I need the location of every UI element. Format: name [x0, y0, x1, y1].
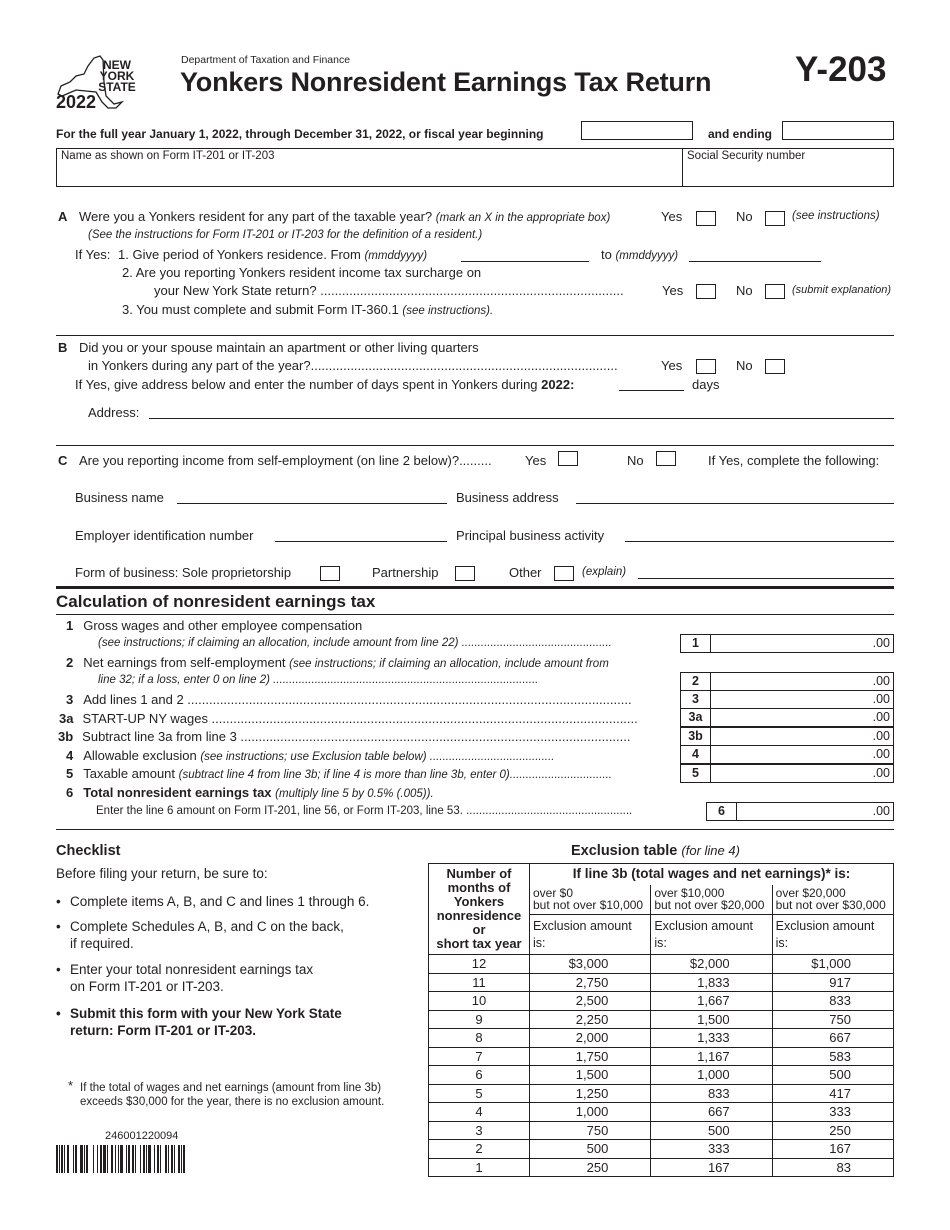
section-a-no-checkbox[interactable] — [765, 211, 785, 226]
table-row: 1 250 167 83 — [429, 1158, 894, 1177]
to-label: to — [601, 247, 612, 262]
line-1-label: Gross wages and other employee compensation — [83, 618, 363, 633]
if-yes-label: If Yes: — [75, 247, 111, 262]
section-c-letter: C — [58, 453, 68, 468]
section-c-no: No — [627, 453, 644, 468]
business-name-input[interactable] — [177, 503, 447, 504]
form-id: Y-203 — [795, 50, 887, 89]
table-row: 7 1,750 1,167 583 — [429, 1047, 894, 1066]
line-3a-label: START-UP NY wages ...................................................................................................................... — [82, 711, 638, 726]
days-instruction: If Yes, give address below and enter the number of days spent in Yonkers during — [75, 377, 538, 392]
section-a-letter: A — [58, 209, 68, 224]
table-row: 6 1,500 1,000 500 — [429, 1066, 894, 1085]
section-c-yes: Yes — [525, 453, 547, 468]
table-row: 2 500 333 167 — [429, 1140, 894, 1159]
line-2-amount[interactable]: 2 .00 — [680, 672, 894, 691]
checklist-intro: Before filing your return, be sure to: — [56, 866, 268, 881]
section-a-no: No — [736, 209, 753, 224]
section-b-line1: Did you or your spouse maintain an apartment or other living quarters — [79, 340, 479, 355]
fiscal-year-ending-input[interactable] — [782, 121, 894, 140]
range-header-1: over $0 but not over $10,000 — [530, 885, 651, 915]
logo-new: NEW — [103, 58, 131, 72]
partnership-label: Partnership — [372, 565, 439, 580]
footnote: * If the total of wages and net earnings (amount from line 3b) exceeds $30,000 for the year, there is no exclusion amount. — [68, 1078, 385, 1108]
submit-explanation-note: (submit explanation) — [792, 284, 892, 296]
checklist-item: • Submit this form with your New York State return: Form IT-201 or IT-203. — [56, 1006, 342, 1038]
line-1-amount[interactable]: 1 .00 — [680, 634, 894, 653]
residence-from-input[interactable] — [461, 261, 589, 262]
explain-input[interactable] — [638, 578, 894, 579]
barcode — [56, 1145, 238, 1173]
ein-input[interactable] — [275, 541, 447, 542]
range-header-3: over $20,000 but not over $30,000 — [772, 885, 893, 915]
logo-year: 2022 — [56, 92, 97, 112]
address-label: Address: — [88, 405, 140, 420]
see-instructions-note: (see instructions) — [792, 210, 880, 222]
partnership-checkbox[interactable] — [455, 566, 475, 581]
surcharge-no-checkbox[interactable] — [765, 284, 785, 299]
department-name: Department of Taxation and Finance — [181, 54, 351, 66]
self-employment-no-checkbox[interactable] — [656, 451, 676, 466]
section-b-yes: Yes — [661, 358, 683, 373]
name-field[interactable] — [56, 148, 684, 187]
table-row: 8 2,000 1,333 667 — [429, 1029, 894, 1048]
surcharge-yes: Yes — [662, 283, 684, 298]
checklist-item: • Complete items A, B, and C and lines 1 through 6. — [56, 894, 370, 909]
ssn-label: Social Security number — [687, 150, 806, 162]
line-6-label: Total nonresident earnings tax — [83, 785, 272, 800]
range-header-2: over $10,000 but not over $20,000 — [651, 885, 772, 915]
months-column-header: Number of months of Yonkers nonresidence or short tax year — [429, 864, 530, 955]
surcharge-no: No — [736, 283, 753, 298]
line-4-label: Allowable exclusion — [83, 748, 197, 763]
calculation-heading-rule — [56, 614, 894, 615]
divider-bottom — [56, 829, 894, 830]
residence-to-input[interactable] — [689, 261, 821, 262]
business-activity-input[interactable] — [625, 541, 894, 542]
address-input[interactable] — [149, 418, 894, 419]
section-c-if-yes: If Yes, complete the following: — [708, 453, 880, 468]
table-row: 4 1,000 667 333 — [429, 1103, 894, 1122]
ssn-field[interactable] — [682, 148, 894, 187]
table-row: 11 2,750 1,833 917 — [429, 973, 894, 992]
nys-logo — [56, 52, 156, 114]
name-label: Name as shown on Form IT-201 or IT-203 — [61, 150, 275, 162]
business-address-label: Business address — [456, 490, 559, 505]
line-2-sub: line 32; if a loss, enter 0 on line 2) ................................................................................... — [98, 674, 539, 686]
section-a-yes: Yes — [661, 209, 683, 224]
self-employment-yes-checkbox[interactable] — [558, 451, 578, 466]
fiscal-year-beginning-input[interactable] — [581, 121, 693, 140]
divider-b-c — [56, 445, 894, 446]
form-of-business-label: Form of business: Sole proprietorship — [75, 565, 292, 580]
section-a-question: Were you a Yonkers resident for any part of the taxable year? — [79, 209, 433, 224]
line-1-sub: (see instructions; if claiming an allocation, include amount from line 22) ............................................... — [98, 637, 612, 649]
line-3a-amount[interactable]: 3a .00 — [680, 708, 894, 727]
amount-header-2: Exclusion amount is: — [651, 915, 772, 955]
logo-york: YORK — [99, 69, 135, 83]
calculation-heading: Calculation of nonresident earnings tax — [56, 592, 376, 611]
ein-label: Employer identification number — [75, 528, 254, 543]
business-activity-label: Principal business activity — [456, 528, 605, 543]
section-b-no: No — [736, 358, 753, 373]
days-unit: days — [692, 377, 720, 392]
amount-header-3: Exclusion amount is: — [772, 915, 893, 955]
sole-proprietorship-checkbox[interactable] — [320, 566, 340, 581]
table-row: 12 $3,000 $2,000 $1,000 — [429, 955, 894, 974]
logo-state: STATE — [98, 80, 136, 94]
amount-header-1: Exclusion amount is: — [530, 915, 651, 955]
section-b-no-checkbox[interactable] — [765, 359, 785, 374]
line-6-sub: Enter the line 6 amount on Form IT-201, line 56, or Form IT-203, line 53. .................................................... — [96, 805, 633, 817]
section-a-yes-checkbox[interactable] — [696, 211, 716, 226]
it360-instruction: 3. You must complete and submit Form IT-360.1 — [122, 302, 399, 317]
checklist-item: • Enter your total nonresident earnings tax on Form IT-201 or IT-203. — [56, 962, 314, 994]
divider-calculation — [56, 586, 894, 589]
line-3b-amount[interactable]: 3b .00 — [680, 727, 894, 746]
resident-definition-note: (See the instructions for Form IT-201 or IT-203 for the definition of a resident.) — [88, 229, 483, 241]
other-business-checkbox[interactable] — [554, 566, 574, 581]
checklist-item: • Complete Schedules A, B, and C on the back, if required. — [56, 919, 344, 951]
section-c-question: Are you reporting income from self-employment (on line 2 below)?......... — [79, 453, 492, 468]
other-label: Other — [509, 565, 542, 580]
table-row: 5 1,250 833 417 — [429, 1084, 894, 1103]
surcharge-yes-checkbox[interactable] — [696, 284, 716, 299]
checklist-heading: Checklist — [56, 843, 121, 859]
line-3-amount[interactable]: 3 .00 — [680, 690, 894, 709]
form-title: Yonkers Nonresident Earnings Tax Return — [180, 67, 712, 97]
divider-a-b — [56, 335, 894, 336]
surcharge-question-line2: your New York State return? .................................................................................... — [154, 283, 624, 298]
table-row: 3 750 500 250 — [429, 1121, 894, 1140]
line-4-amount[interactable]: 4 .00 — [680, 745, 894, 764]
section-a-note: (mark an X in the appropriate box) — [435, 212, 611, 224]
section-b-letter: B — [58, 340, 68, 355]
surcharge-question-line1: 2. Are you reporting Yonkers resident income tax surcharge on — [122, 265, 482, 280]
table-row: 10 2,500 1,667 833 — [429, 992, 894, 1011]
explain-label: (explain) — [582, 566, 627, 578]
days-input[interactable] — [619, 390, 684, 391]
period-label: For the full year January 1, 2022, through December 31, 2022, or fiscal year beginning — [56, 127, 544, 141]
business-address-input[interactable] — [576, 503, 894, 504]
line-6-amount[interactable]: 6 .00 — [706, 802, 894, 821]
section-b-line2: in Yonkers during any part of the year?..................................................................................... — [88, 358, 618, 373]
residence-period-label: 1. Give period of Yonkers residence. From — [118, 247, 361, 262]
line-3-label: Add lines 1 and 2 ........................................................................................................................... — [83, 692, 632, 707]
exclusion-table-title: Exclusion table (for line 4) — [571, 843, 740, 859]
ending-label: and ending — [708, 127, 772, 141]
line-2-label: Net earnings from self-employment — [83, 655, 286, 670]
business-name-label: Business name — [75, 490, 164, 505]
line-5-amount[interactable]: 5 .00 — [680, 764, 894, 783]
line-3b-label: Subtract line 3a from line 3 ............................................................................................................ — [82, 729, 631, 744]
income-group-header: If line 3b (total wages and net earnings)* is: — [530, 864, 894, 885]
line-5-label: Taxable amount — [83, 766, 176, 781]
table-row: 9 2,250 1,500 750 — [429, 1010, 894, 1029]
section-b-yes-checkbox[interactable] — [696, 359, 716, 374]
exclusion-table — [428, 863, 894, 1177]
barcode-number: 246001220094 — [105, 1130, 179, 1142]
